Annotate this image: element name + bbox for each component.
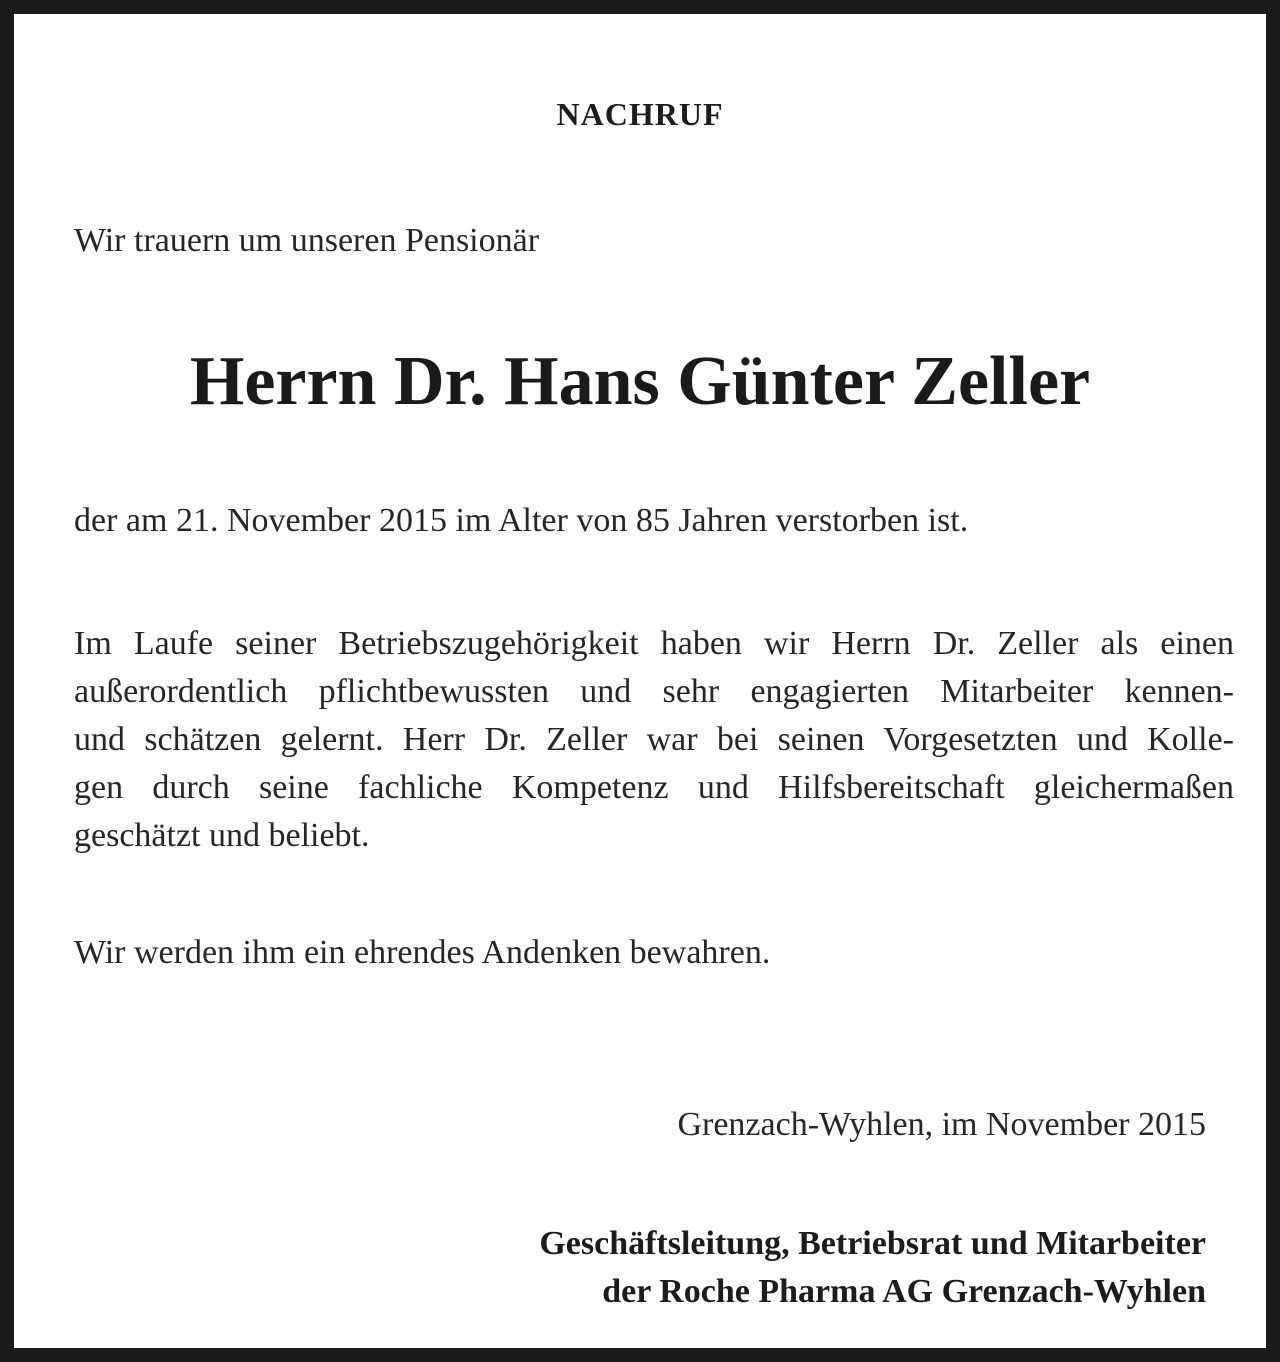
paragraph-line: außerordentlich pflichtbewussten und sehr engagierten Mitarbeiter kennen- [74,673,1234,710]
signature-line: der Roche Pharma AG Grenzach-Wyhlen [602,1273,1206,1310]
intro-line: Wir trauern um unseren Pensionär [74,222,540,259]
paragraph-line: gen durch seine fachliche Kompetenz und Hilfsbereitschaft gleichermaßen [74,769,1234,806]
closing-line: Wir werden ihm ein ehrendes Andenken bewahren. [74,934,771,971]
paragraph-line: Im Laufe seiner Betriebszugehörigkeit haben wir Herrn Dr. Zeller als einen [74,625,1234,662]
paragraph-line: geschätzt und beliebt. [74,817,370,854]
deceased-name: Herrn Dr. Hans Günter Zeller [189,343,1091,420]
place-date: Grenzach-Wyhlen, im November 2015 [677,1106,1206,1143]
paragraph-line: und schätzen gelernt. Herr Dr. Zeller war bei seinen Vorgesetzten und Kolle- [74,721,1234,758]
signature-line: Geschäftsleitung, Betriebsrat und Mitarbeiter [539,1225,1206,1262]
death-date-line: der am 21. November 2015 im Alter von 85 Jahren verstorben ist. [74,502,969,539]
tribute-paragraph [74,620,1234,860]
notice-heading: NACHRUF [556,96,724,132]
signature-block [539,1220,1206,1316]
